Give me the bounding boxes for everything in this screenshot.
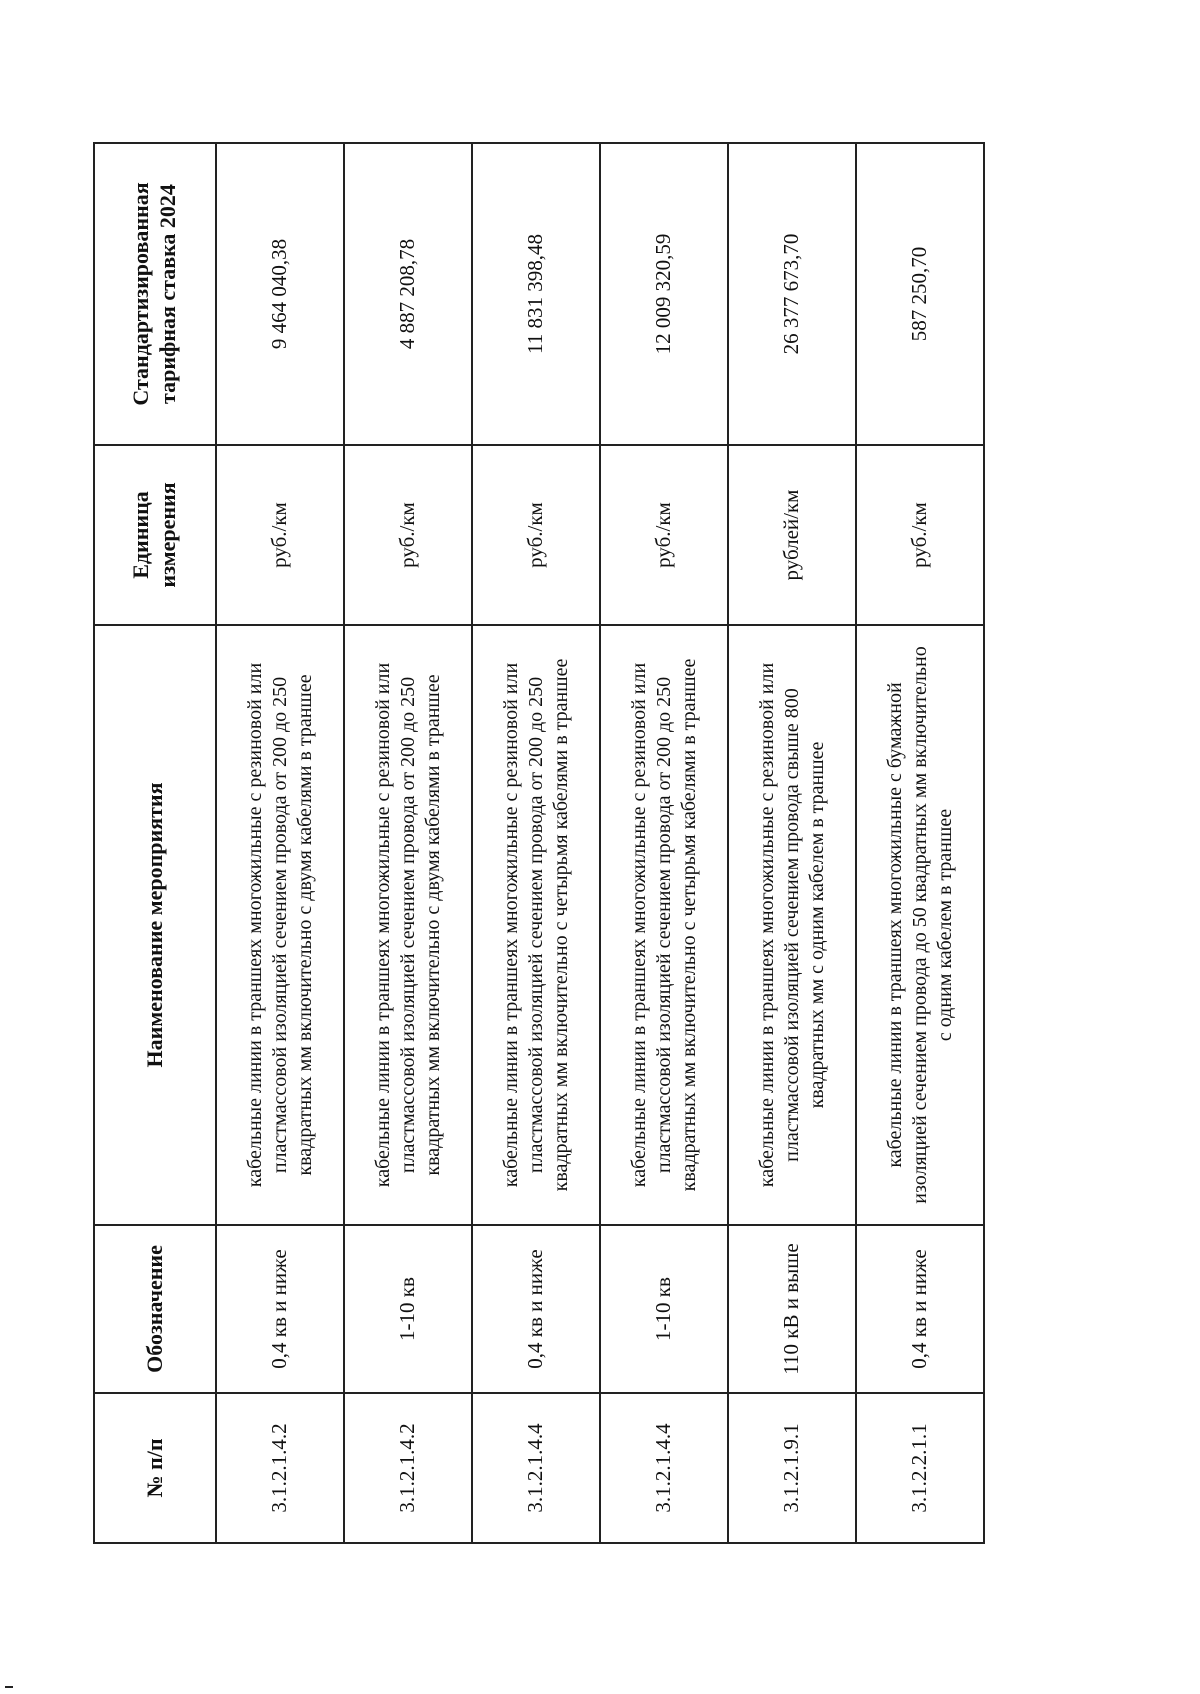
cell-rate: 587 250,70 bbox=[856, 143, 984, 445]
cell-unit: руб./км bbox=[216, 445, 344, 625]
cell-num: 3.1.2.2.1.1 bbox=[856, 1393, 984, 1543]
cell-designation: 110 кВ и выше bbox=[728, 1225, 856, 1393]
header-unit-line1: Единица bbox=[128, 491, 154, 579]
cell-name: кабельные линии в траншеях многожильные с резиновой или пластмассовой изоляцией сечением провода от 200 до 250 квадратных мм включительно с двумя кабелями в траншее bbox=[216, 625, 344, 1225]
cell-num: 3.1.2.1.4.4 bbox=[472, 1393, 600, 1543]
table-row bbox=[728, 143, 856, 1543]
cell-num: 3.1.2.1.4.4 bbox=[600, 1393, 728, 1543]
cell-rate: 11 831 398,48 bbox=[472, 143, 600, 445]
table-header-row bbox=[94, 143, 216, 1543]
cell-name: кабельные линии в траншеях многожильные с резиновой или пластмассовой изоляцией сечением провода от 200 до 250 квадратных мм включительно с двумя кабелями в траншее bbox=[344, 625, 472, 1225]
rotated-table-wrapper bbox=[93, 144, 985, 1544]
cell-num: 3.1.2.1.4.2 bbox=[216, 1393, 344, 1543]
cell-name: кабельные линии в траншеях многожильные с резиновой или пластмассовой изоляцией сечением провода от 200 до 250 квадратных мм включительно с четырьмя кабелями в траншее bbox=[600, 625, 728, 1225]
cell-rate: 4 887 208,78 bbox=[344, 143, 472, 445]
cell-num: 3.1.2.1.4.2 bbox=[344, 1393, 472, 1543]
table-row bbox=[344, 143, 472, 1543]
cell-designation: 1-10 кв bbox=[600, 1225, 728, 1393]
header-num: № п/п bbox=[94, 1393, 216, 1543]
cell-name: кабельные линии в траншеях многожильные с резиновой или пластмассовой изоляцией сечением провода от 200 до 250 квадратных мм включительно с четырьмя кабелями в траншее bbox=[472, 625, 600, 1225]
cell-designation: 0,4 кв и ниже bbox=[216, 1225, 344, 1393]
cell-designation: 1-10 кв bbox=[344, 1225, 472, 1393]
header-rate-line2: тарифная ставка 2024 bbox=[155, 184, 180, 404]
cell-designation: 0,4 кв и ниже bbox=[856, 1225, 984, 1393]
header-unit bbox=[94, 445, 216, 625]
cell-rate: 9 464 040,38 bbox=[216, 143, 344, 445]
cell-unit: руб./км bbox=[472, 445, 600, 625]
cell-unit: рублей/км bbox=[728, 445, 856, 625]
cell-num: 3.1.2.1.9.1 bbox=[728, 1393, 856, 1543]
table-row bbox=[856, 143, 984, 1543]
header-unit-line2: измерения bbox=[155, 482, 180, 588]
table-row bbox=[216, 143, 344, 1543]
cell-name: кабельные линии в траншеях многожильные с бумажной изоляцией сечением провода до 50 квадратных мм включительно с одним кабелем в траншее bbox=[856, 625, 984, 1225]
cell-unit: руб./км bbox=[856, 445, 984, 625]
header-rate bbox=[94, 143, 216, 445]
header-name: Наименование мероприятия bbox=[94, 625, 216, 1225]
cell-rate: 26 377 673,70 bbox=[728, 143, 856, 445]
cell-unit: руб./км bbox=[600, 445, 728, 625]
table-row bbox=[472, 143, 600, 1543]
tariff-rates-table bbox=[93, 142, 985, 1544]
header-designation: Обозначение bbox=[94, 1225, 216, 1393]
table-row bbox=[600, 143, 728, 1543]
cell-designation: 0,4 кв и ниже bbox=[472, 1225, 600, 1393]
cell-unit: руб./км bbox=[344, 445, 472, 625]
margin-dash-mark bbox=[5, 1686, 13, 1688]
cell-name: кабельные линии в траншеях многожильные с резиновой или пластмассовой изоляцией сечением провода свыше 800 квадратных мм с одним кабелем в траншее bbox=[728, 625, 856, 1225]
cell-rate: 12 009 320,59 bbox=[600, 143, 728, 445]
header-rate-line1: Стандартизированная bbox=[128, 182, 154, 406]
